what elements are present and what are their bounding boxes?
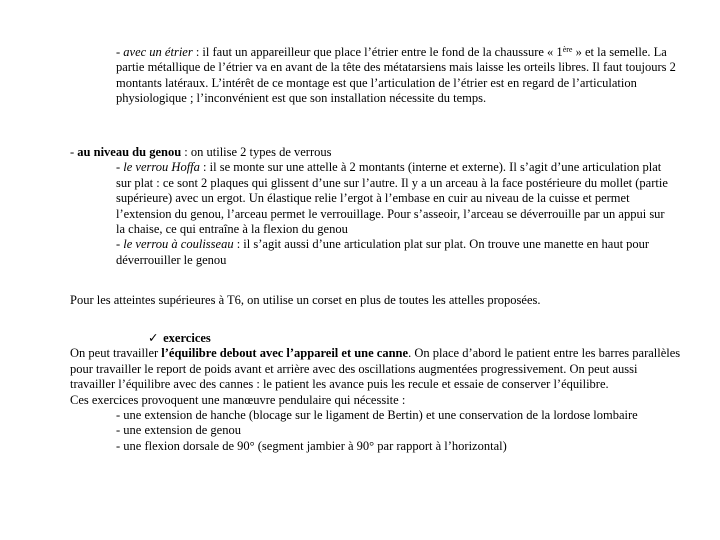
exercices-heading-line bbox=[148, 331, 682, 346]
genou-heading: au niveau du genou bbox=[77, 145, 182, 159]
genou-intro-line bbox=[70, 145, 670, 160]
genou-dash: - bbox=[70, 145, 78, 159]
atteintes-paragraph bbox=[70, 293, 680, 308]
coulisseau-text: : il s’agit aussi d’une articulation plat sur plat. On trouve une manette en haut pour déverrouiller le genou bbox=[116, 237, 650, 267]
checkmark-icon: ✓ bbox=[148, 331, 159, 345]
genou-intro: : on utilise 2 types de verrous bbox=[181, 145, 332, 159]
exercices-item: - une extension de genou bbox=[116, 423, 241, 438]
etrier-superscript: ère bbox=[562, 45, 573, 54]
etrier-term: - avec un étrier bbox=[116, 45, 193, 59]
etrier-paragraph bbox=[116, 45, 676, 107]
exercices-item: - une extension de hanche (blocage sur le ligament de Bertin) et une conservation de la lordose lombaire bbox=[116, 408, 638, 423]
hoffa-paragraph bbox=[116, 160, 670, 237]
exercices-item: - une flexion dorsale de 90° (segment jambier à 90° par rapport à l’horizontal) bbox=[116, 438, 507, 453]
etrier-text-end: » et la semelle. La partie métallique de l’étrier va en avant de la tête des métatarsiens mais laisse les orteils libres. Il faut toujours 2 montants latéraux. L’intérêt de ce montage est que l’articulation de l’étrier est en regard de l’articulation physiologique ; l’inconvénient est que son installation nécessite du temps. bbox=[116, 45, 676, 106]
exercices-p1-end: . On place d’abord le patient entre les barres parallèles pour travailler le report de poids avant et arrière avec des oscillations augmentées progressivement. On peut aussi travailler l’équilibre avec des cannes : le patient les avance puis les recule et essaie de conserver l’équilibre. bbox=[70, 346, 681, 392]
exercices-paragraph-1 bbox=[70, 346, 682, 392]
atteintes-text: Pour les atteintes supérieures à T6, on utilise un corset en plus de toutes les attelles proposées. bbox=[70, 293, 541, 307]
genou-section bbox=[70, 145, 670, 268]
etrier-text-start: : il faut un appareilleur que place l’étrier entre le fond de la chaussure « 1 bbox=[192, 45, 563, 59]
exercices-p1-start: On peut travailler bbox=[70, 346, 162, 361]
exercices-heading: exercices bbox=[163, 331, 211, 345]
hoffa-term: - le verrou Hoffa bbox=[116, 160, 200, 175]
coulisseau-term: - le verrou à coulisseau bbox=[116, 237, 234, 252]
coulisseau-paragraph bbox=[116, 237, 670, 268]
hoffa-text: : il se monte sur une attelle à 2 montants (interne et externe). Il s’agit d’une articulation plat sur plat : ce sont 2 plaques qui glissent d’une sur l’autre. Il y a un arceau à la face postérieure du mollet (partie supérieure) avec un ergot. Un élastique relie l’ergot à l’embase en cuir au niveau de la cuisse et permet l’extension du genou, l’arceau permet le verrouillage. Pour s’asseoir, l’arceau se déverrouille par un appui sur la chaise, ce qui entraîne à la flexion du genou bbox=[116, 160, 668, 237]
exercices-p1-bold: l’équilibre debout avec l’appareil et une canne bbox=[161, 346, 409, 361]
exercices-section bbox=[70, 331, 682, 454]
exercices-paragraph-2: Ces exercices provoquent une manœuvre pendulaire qui nécessite : bbox=[70, 392, 406, 407]
